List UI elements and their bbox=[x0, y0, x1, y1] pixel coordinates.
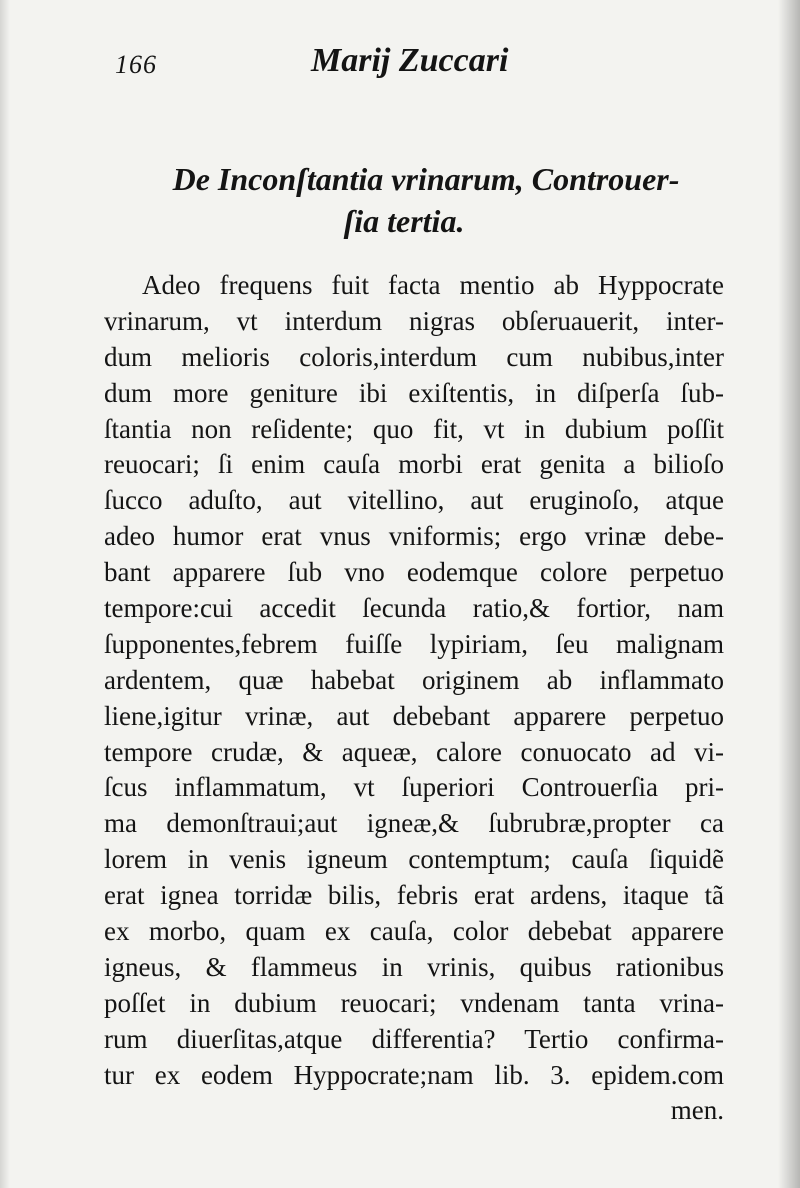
text-line: liene,igitur vrinæ, aut debebant apparere perpetuo bbox=[104, 700, 724, 731]
text-line: tur ex eodem Hyppocrate;nam lib. 3. epidem.com bbox=[104, 1059, 724, 1090]
text-line: erat ignea torridæ bilis, febris erat ardens, itaque tã bbox=[104, 880, 724, 911]
text-line: rum diuerſitas,atque differentia? Tertio confirma- bbox=[104, 1023, 724, 1054]
text-line: ex morbo, quam ex cauſa, color debebat apparere bbox=[104, 916, 724, 947]
page-number: 166 bbox=[115, 50, 157, 79]
text-line-catchword: men. bbox=[670, 1095, 724, 1126]
text-line: tempore:cui accedit ſecunda ratio,& fortior, nam bbox=[104, 593, 724, 624]
chapter-title-line-2: ſia tertia. bbox=[343, 203, 465, 239]
text-line: dum melioris coloris,interdum cum nubibus,inter bbox=[104, 341, 724, 372]
body-text bbox=[104, 268, 724, 1129]
text-line: igneus, & flammeus in vrinis, quibus rationibus bbox=[104, 951, 724, 982]
text-line: ſupponentes,febrem fuiſſe lypiriam, ſeu malignam bbox=[104, 628, 724, 659]
chapter-title-line-1: De Inconſtantia vrinarum, Controuer- bbox=[172, 161, 680, 197]
text-line: ſcus inflammatum, vt ſuperiori Controuerſia pri- bbox=[104, 772, 724, 803]
text-line: ſucco aduſto, aut vitellino, aut eruginoſo, atque bbox=[104, 485, 724, 516]
text-line: ſtantia non reſidente; quo fit, vt in dubium poſſit bbox=[104, 413, 724, 444]
text-line: Adeo frequens fuit facta mentio ab Hyppocrate bbox=[142, 270, 724, 300]
running-head: Marij Zuccari bbox=[311, 42, 509, 79]
text-line: tempore crudæ, & aqueæ, calore conuocato ad vi- bbox=[104, 736, 724, 767]
text-line: dum more geniture ibi exiſtentis, in diſperſa ſub- bbox=[104, 377, 724, 408]
text-line: poſſet in dubium reuocari; vndenam tanta vrina- bbox=[104, 987, 724, 1018]
text-line: adeo humor erat vnus vniformis; ergo vrinæ debe- bbox=[104, 521, 724, 552]
text-line: bant apparere ſub vno eodemque colore perpetuo bbox=[104, 557, 724, 588]
page-header bbox=[115, 42, 655, 82]
text-line: reuocari; ſi enim cauſa morbi erat genita a bilioſo bbox=[104, 449, 724, 480]
text-line: ma demonſtraui;aut igneæ,& ſubrubræ,propter ca bbox=[104, 808, 724, 839]
text-line: lorem in venis igneum contemptum; cauſa ſiquidẽ bbox=[104, 844, 724, 875]
text-line: ardentem, quæ habebat originem ab inflammato bbox=[104, 664, 724, 695]
text-line: vrinarum, vt interdum nigras obſeruauerit, inter- bbox=[104, 305, 724, 336]
page-shadow-left bbox=[0, 0, 10, 1188]
